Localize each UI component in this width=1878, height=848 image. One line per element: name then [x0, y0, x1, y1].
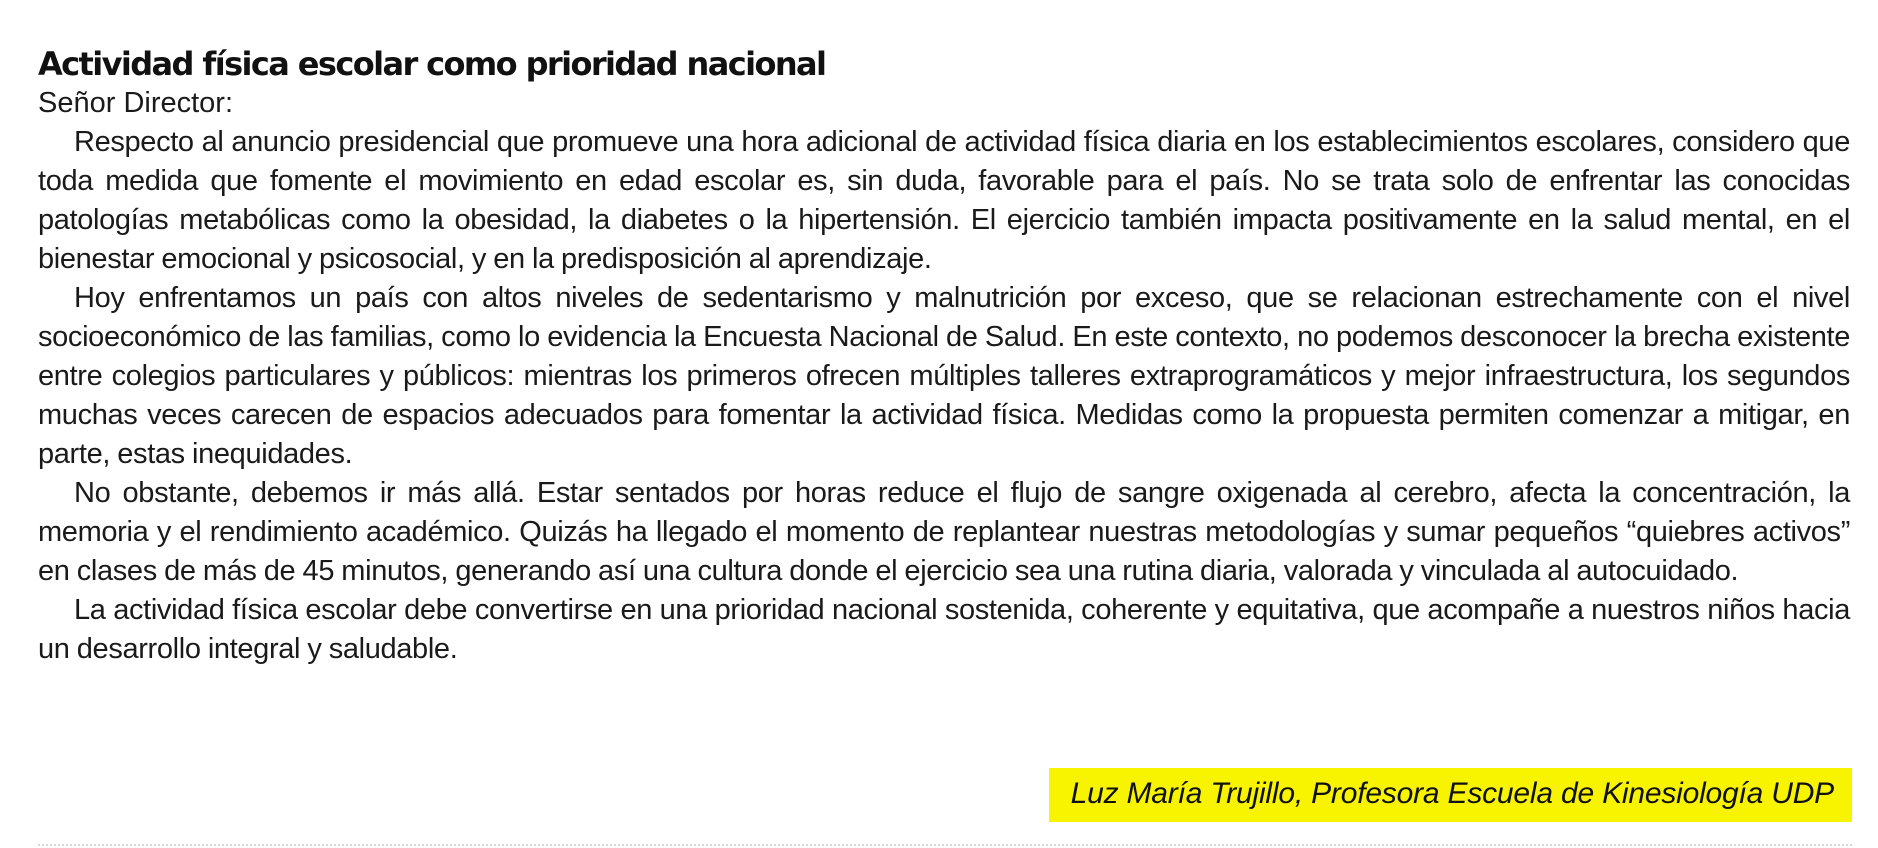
- paragraph-2: Hoy enfrentamos un país con altos niveles de sedentarismo y malnutrición por exceso, que se relacionan estrechamente con el nivel socioeconómico de las familias, como lo evidencia la Encuesta Nacional de Salud. En este contexto, no podemos desconocer la brecha existente entre colegios particulares y públicos: mientras los primeros ofrecen múltiples talleres extraprogramáticos y mejor infraestructura, los segundos muchas veces carecen de espacios adecuados para fomentar la actividad física. Medidas como la propuesta permiten comenzar a mitigar, en parte, estas inequidades.: [38, 282, 1850, 470]
- salutation: Señor Director:: [38, 87, 234, 119]
- paragraph-4: La actividad física escolar debe convertirse en una prioridad nacional sostenida, coherente y equitativa, que acompañe a nuestros niños hacia un desarrollo integral y saludable.: [38, 594, 1850, 665]
- signature-highlight: [1049, 768, 1852, 822]
- bottom-divider: [38, 844, 1852, 846]
- signature: Luz María Trujillo, Profesora Escuela de Kinesiología UDP: [1070, 777, 1834, 810]
- paragraph-3: No obstante, debemos ir más allá. Estar sentados por horas reduce el flujo de sangre oxigenada al cerebro, afecta la concentración, la memoria y el rendimiento académico. Quizás ha llegado el momento de replantear nuestras metodologías y sumar pequeños “quiebres activos” en clases de más de 45 minutos, generando así una cultura donde el ejercicio sea una rutina diaria, valorada y vinculada al autocuidado.: [38, 477, 1850, 587]
- headline: Actividad física escolar como prioridad nacional: [38, 45, 826, 83]
- paragraph-1: Respecto al anuncio presidencial que promueve una hora adicional de actividad física diaria en los establecimientos escolares, considero que toda medida que fomente el movimiento en edad escolar es, sin duda, favorable para el país. No se trata solo de enfrentar las conocidas patologías metabólicas como la obesidad, la diabetes o la hipertensión. El ejercicio también impacta positivamente en la salud mental, en el bienestar emocional y psicosocial, y en la predisposición al aprendizaje.: [38, 126, 1850, 275]
- letter-to-editor: [38, 44, 1850, 669]
